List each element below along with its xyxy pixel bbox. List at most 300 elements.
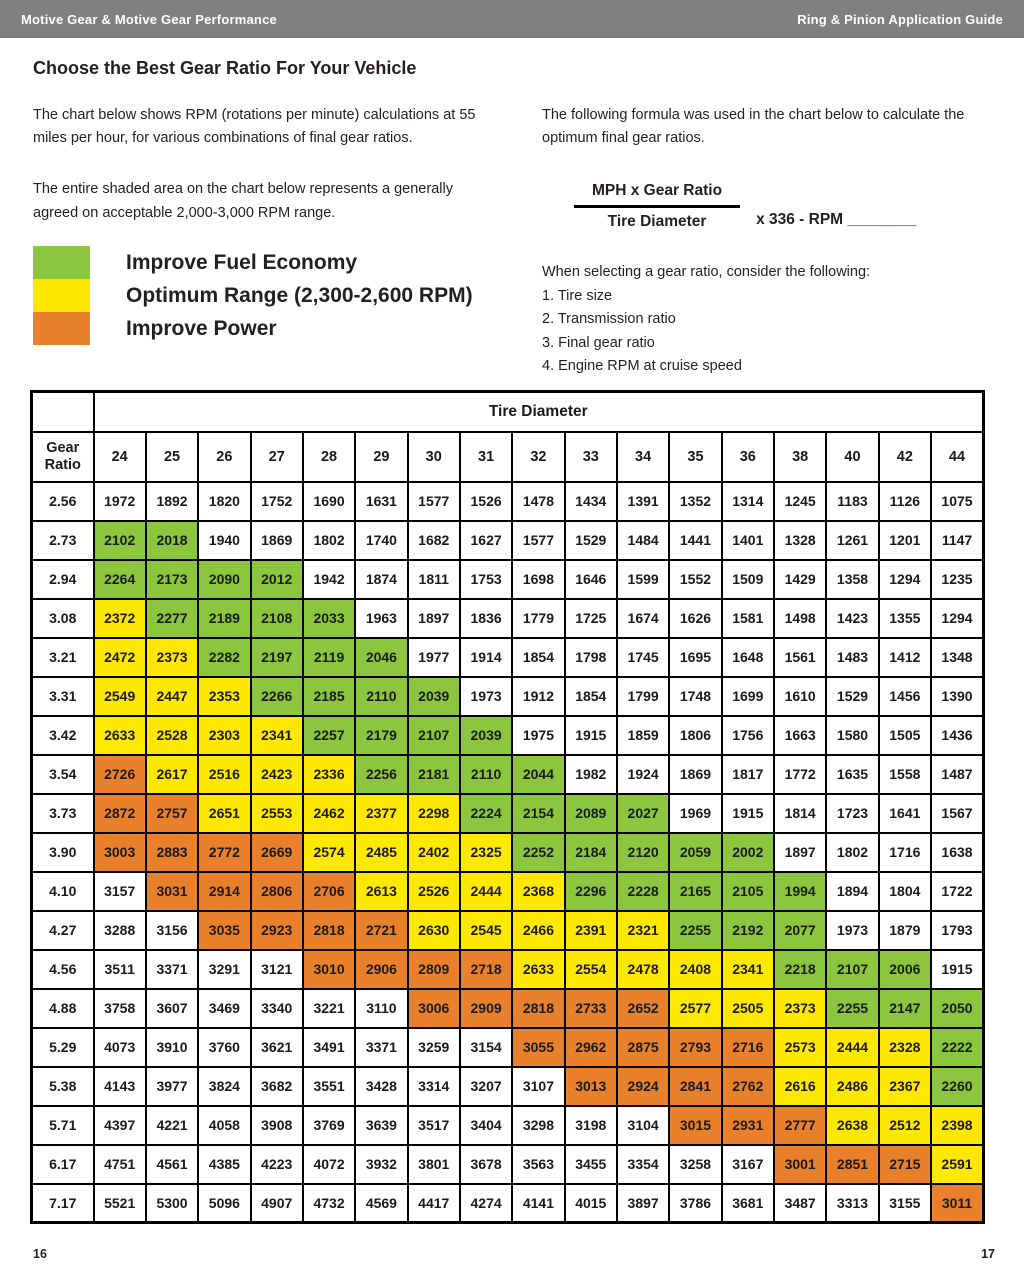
rpm-cell: 3157	[94, 872, 146, 911]
rpm-cell: 2102	[94, 521, 146, 560]
rpm-cell: 2721	[355, 911, 407, 950]
page-number-right: 17	[981, 1247, 995, 1261]
gear-ratio-cell: 4.27	[32, 911, 94, 950]
rpm-cell: 3678	[460, 1145, 512, 1184]
rpm-cell: 2777	[774, 1106, 826, 1145]
rpm-cell: 2391	[565, 911, 617, 950]
gear-ratio-cell: 3.31	[32, 677, 94, 716]
rpm-cell: 3607	[146, 989, 198, 1028]
rpm-cell: 4143	[94, 1067, 146, 1106]
rpm-cell: 3013	[565, 1067, 617, 1106]
rpm-cell: 2616	[774, 1067, 826, 1106]
rpm-cell: 5096	[198, 1184, 250, 1223]
rpm-cell: 4751	[94, 1145, 146, 1184]
rpm-cell: 3121	[251, 950, 303, 989]
rpm-cell: 1753	[460, 560, 512, 599]
rpm-cell: 2652	[617, 989, 669, 1028]
rpm-cell: 2181	[408, 755, 460, 794]
rpm-cell: 3198	[565, 1106, 617, 1145]
gear-ratio-cell: 6.17	[32, 1145, 94, 1184]
rpm-cell: 2107	[408, 716, 460, 755]
rpm-cell: 3371	[355, 1028, 407, 1067]
rpm-cell: 1561	[774, 638, 826, 677]
orange-swatch	[33, 312, 90, 345]
rpm-cell: 1635	[826, 755, 878, 794]
gear-ratio-cell: 2.73	[32, 521, 94, 560]
rpm-cell: 4732	[303, 1184, 355, 1223]
gear-ratio-cell: 5.71	[32, 1106, 94, 1145]
rpm-cell: 4073	[94, 1028, 146, 1067]
rpm-cell: 3110	[355, 989, 407, 1028]
rpm-cell: 1892	[146, 482, 198, 521]
yellow-swatch	[33, 279, 90, 312]
rpm-cell: 2266	[251, 677, 303, 716]
rpm-cell: 1915	[722, 794, 774, 833]
rpm-cell: 1610	[774, 677, 826, 716]
rpm-cell: 1577	[512, 521, 564, 560]
rpm-cell: 1436	[931, 716, 984, 755]
rpm-cell: 2806	[251, 872, 303, 911]
rpm-cell: 1772	[774, 755, 826, 794]
rpm-cell: 2669	[251, 833, 303, 872]
rpm-cell: 2485	[355, 833, 407, 872]
intro-paragraph-2: The entire shaded area on the chart below represents a generally agreed on acceptable 2,000-3,000 RPM range.	[33, 181, 453, 221]
rpm-cell: 1723	[826, 794, 878, 833]
rpm-cell: 2718	[460, 950, 512, 989]
rpm-cell: 4417	[408, 1184, 460, 1223]
rpm-cell: 1429	[774, 560, 826, 599]
tire-diameter-column-header: 28	[303, 432, 355, 482]
rpm-cell: 1484	[617, 521, 669, 560]
tire-diameter-header: Tire Diameter	[94, 392, 984, 432]
formula-numerator: MPH x Gear Ratio	[574, 182, 740, 208]
rpm-cell: 3259	[408, 1028, 460, 1067]
formula	[574, 182, 994, 231]
gear-ratio-header: Gear Ratio	[32, 432, 94, 482]
rpm-cell: 1982	[565, 755, 617, 794]
rpm-cell: 3428	[355, 1067, 407, 1106]
rpm-cell: 1201	[879, 521, 931, 560]
rpm-cell: 1802	[303, 521, 355, 560]
rpm-cell: 1897	[774, 833, 826, 872]
gear-ratio-cell: 3.73	[32, 794, 94, 833]
legend-item-power	[33, 312, 473, 345]
rpm-cell: 3291	[198, 950, 250, 989]
rpm-cell: 3517	[408, 1106, 460, 1145]
rpm-cell: 2039	[408, 677, 460, 716]
tire-diameter-column-header: 32	[512, 432, 564, 482]
rpm-cell: 2119	[303, 638, 355, 677]
rpm-cell: 1699	[722, 677, 774, 716]
rpm-cell: 2110	[355, 677, 407, 716]
formula-intro: The following formula was used in the chart below to calculate the optimum final gear ratios.	[542, 107, 965, 147]
table-row	[32, 833, 984, 872]
rpm-cell: 1811	[408, 560, 460, 599]
formula-suffix: x 336 - RPM ________	[756, 211, 917, 229]
table-row	[32, 872, 984, 911]
rpm-cell: 1294	[879, 560, 931, 599]
rpm-cell: 3455	[565, 1145, 617, 1184]
rpm-cell: 2733	[565, 989, 617, 1028]
rpm-cell: 2875	[617, 1028, 669, 1067]
rpm-cell: 2044	[512, 755, 564, 794]
rpm-cell: 3107	[512, 1067, 564, 1106]
rpm-cell: 1245	[774, 482, 826, 521]
tire-diameter-column-header: 33	[565, 432, 617, 482]
rpm-cell: 2762	[722, 1067, 774, 1106]
rpm-cell: 2373	[146, 638, 198, 677]
rpm-cell: 2353	[198, 677, 250, 716]
rpm-cell: 2466	[512, 911, 564, 950]
rpm-cell: 3682	[251, 1067, 303, 1106]
rpm-cell: 2715	[879, 1145, 931, 1184]
rpm-cell: 1348	[931, 638, 984, 677]
rpm-cell: 2120	[617, 833, 669, 872]
rpm-cell: 2255	[826, 989, 878, 1028]
rpm-cell: 1940	[198, 521, 250, 560]
rpm-cell: 1314	[722, 482, 774, 521]
rpm-cell: 3801	[408, 1145, 460, 1184]
rpm-cell: 1756	[722, 716, 774, 755]
rpm-cell: 1627	[460, 521, 512, 560]
rpm-cell: 2077	[774, 911, 826, 950]
rpm-cell: 2478	[617, 950, 669, 989]
rpm-cell: 2924	[617, 1067, 669, 1106]
table-row	[32, 911, 984, 950]
rpm-cell: 4141	[512, 1184, 564, 1223]
table-row	[32, 1184, 984, 1223]
consideration-item: 3. Final gear ratio	[542, 334, 655, 351]
rpm-cell: 3006	[408, 989, 460, 1028]
rpm-cell: 3031	[146, 872, 198, 911]
header-left-text: Motive Gear & Motive Gear Performance	[21, 11, 277, 27]
rpm-cell: 2222	[931, 1028, 984, 1067]
rpm-cell: 2046	[355, 638, 407, 677]
rpm-cell: 1577	[408, 482, 460, 521]
rpm-cell: 1183	[826, 482, 878, 521]
rpm-cell: 3551	[303, 1067, 355, 1106]
rpm-cell: 2368	[512, 872, 564, 911]
table-row	[32, 1067, 984, 1106]
rpm-cell: 4015	[565, 1184, 617, 1223]
rpm-cell: 2377	[355, 794, 407, 833]
rpm-cell: 1352	[669, 482, 721, 521]
rpm-cell: 2909	[460, 989, 512, 1028]
rpm-cell: 1836	[460, 599, 512, 638]
rpm-cell: 1722	[931, 872, 984, 911]
considerations-list	[542, 285, 994, 379]
rpm-cell: 2090	[198, 560, 250, 599]
tire-diameter-column-header: 38	[774, 432, 826, 482]
rpm-cell: 3910	[146, 1028, 198, 1067]
rpm-cell: 4221	[146, 1106, 198, 1145]
rpm-cell: 1695	[669, 638, 721, 677]
table-row	[32, 599, 984, 638]
rpm-cell: 2372	[94, 599, 146, 638]
rpm-cell: 2033	[303, 599, 355, 638]
rpm-cell: 1793	[931, 911, 984, 950]
rpm-cell: 2173	[146, 560, 198, 599]
rpm-cell: 1526	[460, 482, 512, 521]
rpm-cell: 1914	[460, 638, 512, 677]
table-row	[32, 521, 984, 560]
rpm-cell: 1483	[826, 638, 878, 677]
corner-blank-cell	[32, 392, 94, 432]
rpm-cell: 1682	[408, 521, 460, 560]
rpm-cell: 2872	[94, 794, 146, 833]
rpm-cell: 3010	[303, 950, 355, 989]
tire-diameter-column-header: 26	[198, 432, 250, 482]
rpm-cell: 1423	[826, 599, 878, 638]
formula-denominator: Tire Diameter	[607, 213, 707, 231]
table-row	[32, 989, 984, 1028]
intro-column	[33, 104, 499, 253]
rpm-cell: 2105	[722, 872, 774, 911]
rpm-cell: 2757	[146, 794, 198, 833]
rpm-cell: 1879	[879, 911, 931, 950]
rpm-cell: 3207	[460, 1067, 512, 1106]
rpm-cell: 2883	[146, 833, 198, 872]
gear-ratio-cell: 2.56	[32, 482, 94, 521]
rpm-cell: 2793	[669, 1028, 721, 1067]
table-row	[32, 1145, 984, 1184]
rpm-cell: 2772	[198, 833, 250, 872]
header-right-text: Ring & Pinion Application Guide	[797, 11, 1003, 27]
rpm-cell: 3487	[774, 1184, 826, 1223]
rpm-cell: 2264	[94, 560, 146, 599]
rpm-cell: 2462	[303, 794, 355, 833]
rpm-cell: 2108	[251, 599, 303, 638]
rpm-cell: 2638	[826, 1106, 878, 1145]
rpm-table	[30, 390, 985, 1224]
rpm-cell: 1631	[355, 482, 407, 521]
rpm-cell: 3015	[669, 1106, 721, 1145]
rpm-cell: 2574	[303, 833, 355, 872]
rpm-cell: 2931	[722, 1106, 774, 1145]
rpm-cell: 2408	[669, 950, 721, 989]
rpm-cell: 3563	[512, 1145, 564, 1184]
rpm-cell: 2706	[303, 872, 355, 911]
rpm-cell: 2027	[617, 794, 669, 833]
tire-diameter-column-header: 27	[251, 432, 303, 482]
rpm-cell: 3760	[198, 1028, 250, 1067]
rpm-cell: 2818	[512, 989, 564, 1028]
rpm-cell: 2367	[879, 1067, 931, 1106]
rpm-cell: 2089	[565, 794, 617, 833]
rpm-cell: 2110	[460, 755, 512, 794]
rpm-cell: 1434	[565, 482, 617, 521]
rpm-cell: 3824	[198, 1067, 250, 1106]
intro-paragraph-1: The chart below shows RPM (rotations per minute) calculations at 55 miles per hour, for various combinations of final gear ratios.	[33, 107, 476, 147]
rpm-cell: 1390	[931, 677, 984, 716]
rpm-cell: 2444	[826, 1028, 878, 1067]
tire-diameter-column-header: 31	[460, 432, 512, 482]
rpm-cell: 1854	[512, 638, 564, 677]
rpm-cell: 1441	[669, 521, 721, 560]
rpm-cell: 1358	[826, 560, 878, 599]
rpm-cell: 1740	[355, 521, 407, 560]
rpm-cell: 2257	[303, 716, 355, 755]
rpm-cell: 2573	[774, 1028, 826, 1067]
tire-diameter-column-header: 44	[931, 432, 984, 482]
tire-diameter-column-header: 42	[879, 432, 931, 482]
rpm-cell: 1915	[931, 950, 984, 989]
rpm-cell: 3897	[617, 1184, 669, 1223]
consideration-item: 2. Transmission ratio	[542, 311, 676, 328]
rpm-cell: 4223	[251, 1145, 303, 1184]
rpm-cell: 1725	[565, 599, 617, 638]
rpm-cell: 3104	[617, 1106, 669, 1145]
rpm-cell: 2147	[879, 989, 931, 1028]
rpm-cell: 3908	[251, 1106, 303, 1145]
rpm-cell: 1969	[669, 794, 721, 833]
gear-ratio-cell: 5.29	[32, 1028, 94, 1067]
rpm-cell: 2505	[722, 989, 774, 1028]
gear-ratio-cell: 3.90	[32, 833, 94, 872]
rpm-cell: 3154	[460, 1028, 512, 1067]
tire-diameter-column-header: 35	[669, 432, 721, 482]
rpm-cell: 2962	[565, 1028, 617, 1067]
rpm-cell: 3354	[617, 1145, 669, 1184]
rpm-cell: 1580	[826, 716, 878, 755]
rpm-cell: 2296	[565, 872, 617, 911]
rpm-cell: 1806	[669, 716, 721, 755]
rpm-cell: 1897	[408, 599, 460, 638]
rpm-cell: 3621	[251, 1028, 303, 1067]
rpm-cell: 2809	[408, 950, 460, 989]
rpm-cell: 1505	[879, 716, 931, 755]
rpm-cell: 4397	[94, 1106, 146, 1145]
rpm-cell: 3371	[146, 950, 198, 989]
table-row	[32, 794, 984, 833]
rpm-cell: 4561	[146, 1145, 198, 1184]
gear-ratio-cell: 7.17	[32, 1184, 94, 1223]
rpm-cell: 1648	[722, 638, 774, 677]
rpm-cell: 2321	[617, 911, 669, 950]
legend-item-optimum-range	[33, 279, 473, 312]
rpm-cell: 1854	[565, 677, 617, 716]
rpm-cell: 3314	[408, 1067, 460, 1106]
rpm-cell: 5521	[94, 1184, 146, 1223]
rpm-cell: 2018	[146, 521, 198, 560]
rpm-cell: 3001	[774, 1145, 826, 1184]
rpm-cell: 2447	[146, 677, 198, 716]
gear-ratio-cell: 3.21	[32, 638, 94, 677]
rpm-cell: 1915	[565, 716, 617, 755]
rpm-cell: 2154	[512, 794, 564, 833]
rpm-cell: 1802	[826, 833, 878, 872]
rpm-cell: 2923	[251, 911, 303, 950]
rpm-cell: 1498	[774, 599, 826, 638]
rpm-cell: 1558	[879, 755, 931, 794]
rpm-cell: 2282	[198, 638, 250, 677]
rpm-cell: 2402	[408, 833, 460, 872]
rpm-cell: 2554	[565, 950, 617, 989]
rpm-cell: 3681	[722, 1184, 774, 1223]
rpm-cell: 1817	[722, 755, 774, 794]
rpm-cell: 1646	[565, 560, 617, 599]
rpm-cell: 1869	[669, 755, 721, 794]
rpm-cell: 2716	[722, 1028, 774, 1067]
rpm-cell: 1698	[512, 560, 564, 599]
rpm-cell: 1391	[617, 482, 669, 521]
rpm-cell: 2818	[303, 911, 355, 950]
consideration-item: 4. Engine RPM at cruise speed	[542, 358, 742, 375]
rpm-cell: 5300	[146, 1184, 198, 1223]
rpm-cell: 1509	[722, 560, 774, 599]
rpm-cell: 4569	[355, 1184, 407, 1223]
table-row	[32, 755, 984, 794]
rpm-cell: 2851	[826, 1145, 878, 1184]
rpm-cell: 2617	[146, 755, 198, 794]
rpm-cell: 1147	[931, 521, 984, 560]
gear-ratio-cell: 3.08	[32, 599, 94, 638]
rpm-cell: 3639	[355, 1106, 407, 1145]
tire-diameter-column-header: 36	[722, 432, 774, 482]
consideration-item: 1. Tire size	[542, 287, 613, 304]
rpm-cell: 1529	[565, 521, 617, 560]
rpm-cell: 1972	[94, 482, 146, 521]
rpm-cell: 3313	[826, 1184, 878, 1223]
rpm-cell: 1820	[198, 482, 250, 521]
rpm-cell: 2549	[94, 677, 146, 716]
rpm-cell: 1552	[669, 560, 721, 599]
rpm-cell: 4072	[303, 1145, 355, 1184]
rpm-cell: 1752	[251, 482, 303, 521]
rpm-cell: 2050	[931, 989, 984, 1028]
rpm-cell: 1626	[669, 599, 721, 638]
rpm-cell: 1745	[617, 638, 669, 677]
rpm-cell: 2341	[251, 716, 303, 755]
rpm-cell: 2165	[669, 872, 721, 911]
rpm-cell: 1942	[303, 560, 355, 599]
rpm-cell: 2545	[460, 911, 512, 950]
rpm-cell: 2189	[198, 599, 250, 638]
rpm-cell: 2252	[512, 833, 564, 872]
rpm-cell: 1859	[617, 716, 669, 755]
rpm-cell: 2185	[303, 677, 355, 716]
rpm-cell: 2107	[826, 950, 878, 989]
rpm-cell: 2591	[931, 1145, 984, 1184]
rpm-cell: 1567	[931, 794, 984, 833]
table-row	[32, 1106, 984, 1145]
rpm-cell: 2328	[879, 1028, 931, 1067]
page-title: Choose the Best Gear Ratio For Your Vehicle	[33, 58, 417, 78]
legend-label: Improve Power	[126, 316, 277, 340]
rpm-cell: 2373	[774, 989, 826, 1028]
rpm-cell: 4907	[251, 1184, 303, 1223]
rpm-cell: 2002	[722, 833, 774, 872]
legend-label: Optimum Range (2,300-2,600 RPM)	[126, 283, 473, 307]
rpm-cell: 1075	[931, 482, 984, 521]
rpm-cell: 2179	[355, 716, 407, 755]
rpm-cell: 1690	[303, 482, 355, 521]
rpm-cell: 1126	[879, 482, 931, 521]
gear-ratio-cell: 4.56	[32, 950, 94, 989]
rpm-cell: 2651	[198, 794, 250, 833]
rpm-cell: 1912	[512, 677, 564, 716]
rpm-cell: 1973	[826, 911, 878, 950]
rpm-cell: 1638	[931, 833, 984, 872]
rpm-cell: 2277	[146, 599, 198, 638]
rpm-cell: 2841	[669, 1067, 721, 1106]
rpm-cell: 2633	[94, 716, 146, 755]
rpm-cell: 2526	[408, 872, 460, 911]
rpm-cell: 1641	[879, 794, 931, 833]
table-row	[32, 560, 984, 599]
tire-diameter-column-header: 25	[146, 432, 198, 482]
rpm-cell: 1487	[931, 755, 984, 794]
